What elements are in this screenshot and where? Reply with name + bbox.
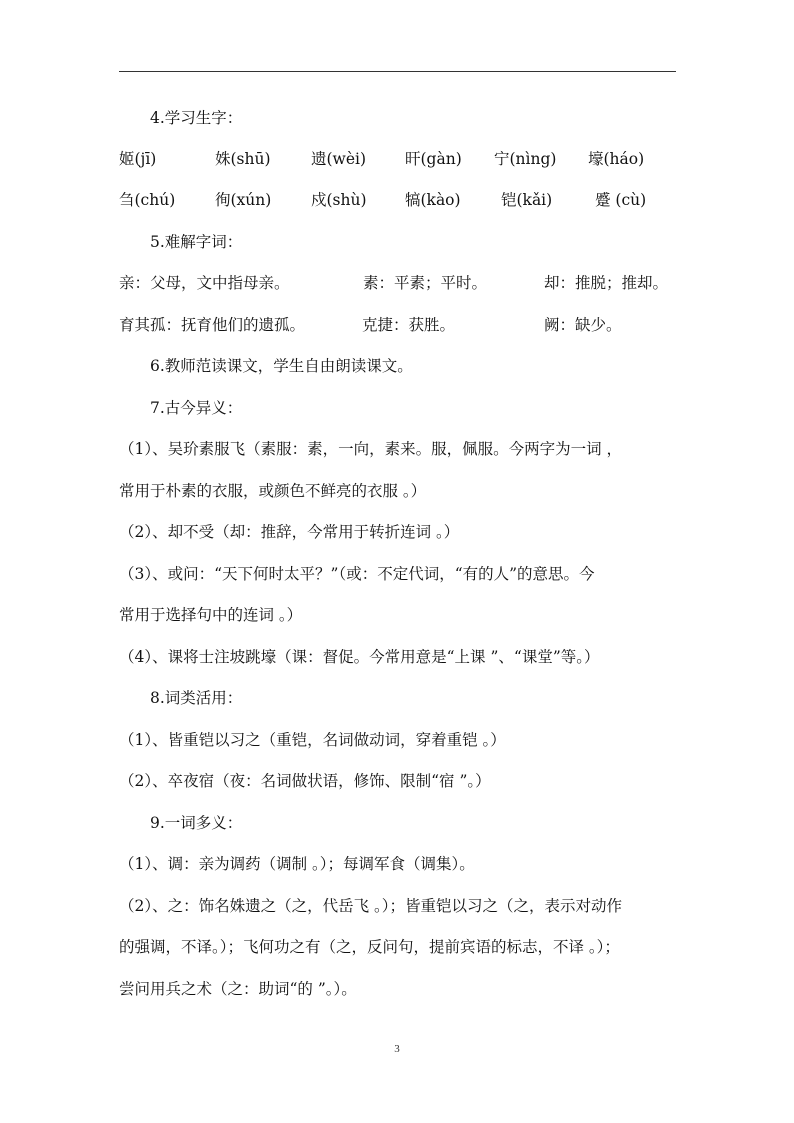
paragraph-line: （2）、却不受（却：推辞，今常用于转折连词 。）: [119, 523, 460, 541]
paragraph-line: （1）、吴玠素服飞（素服：素，一向，素来。服，佩服。今两字为一词 ，: [119, 440, 623, 458]
char-item: 姝(shū): [215, 150, 271, 168]
paragraph-line: （2）、之：饰名姝遗之（之，代岳飞 。）；皆重铠以习之（之，表示对动作: [119, 897, 623, 915]
paragraph-line: （4）、课将士注坡跳壕（课：督促。今常用意是“上课 ”、“课堂”等。）: [119, 648, 600, 666]
paragraph-line: （3）、或问：“天下何时太平？”（或：不定代词，“有的人”的意思。今: [119, 565, 595, 583]
char-item: 旰(gàn): [405, 150, 462, 168]
paragraph-line: （1）、皆重铠以习之（重铠，名词做动词，穿着重铠 。）: [119, 731, 506, 749]
paragraph-line: 常用于选择句中的连词 。）: [119, 606, 303, 624]
section-heading-4: 4.学习生字：: [150, 109, 243, 127]
paragraph-line: 常用于朴素的衣服，或颜色不鲜亮的衣服 。）: [119, 482, 427, 500]
section-heading-5: 5.难解字词：: [150, 233, 243, 251]
section-heading-9: 9.一词多义：: [150, 814, 243, 832]
char-item: 戍(shù): [311, 191, 367, 209]
char-item: 刍(chú): [119, 191, 176, 209]
definition-item: 素：平素；平时。: [363, 274, 488, 292]
definition-item: 亲：父母，文中指母亲。: [119, 274, 290, 292]
definition-item: 却：推脱；推却。: [544, 274, 669, 292]
page-number: 3: [394, 1043, 400, 1055]
char-item: 遗(wèi): [311, 150, 366, 168]
definition-item: 克捷：获胜。: [362, 316, 456, 334]
char-item: 犒(kào): [405, 191, 461, 209]
char-item: 姬(jī): [119, 150, 157, 168]
char-item: 铠(kǎi): [501, 191, 553, 209]
char-item: 徇(xún): [215, 191, 272, 209]
section-heading-7: 7.古今异义：: [150, 399, 243, 417]
definition-item: 阙：缺少。: [544, 316, 622, 334]
paragraph-line: 的强调，不译。）；飞何功之有（之，反问句，提前宾语的标志，不译 。）；: [119, 938, 620, 956]
char-item: 宁(nìng): [494, 150, 557, 168]
header-rule: [119, 71, 676, 72]
paragraph-line: 尝问用兵之术（之：助词“的 ”。）。: [119, 980, 357, 998]
section-heading-8: 8.词类活用：: [150, 689, 243, 707]
definition-item: 育其孤：抚育他们的遗孤。: [119, 316, 306, 334]
paragraph-line: （2）、卒夜宿（夜：名词做状语，修饰、限制“宿 ”。）: [119, 772, 491, 790]
paragraph-line: （1）、调：亲为调药（调制 。）；每调军食（调集）。: [119, 855, 475, 873]
char-item: 壕(háo): [588, 150, 645, 168]
section-heading-6: 6.教师范读课文，学生自由朗读课文。: [150, 357, 413, 375]
char-item: 蹙 (cù): [595, 191, 647, 209]
